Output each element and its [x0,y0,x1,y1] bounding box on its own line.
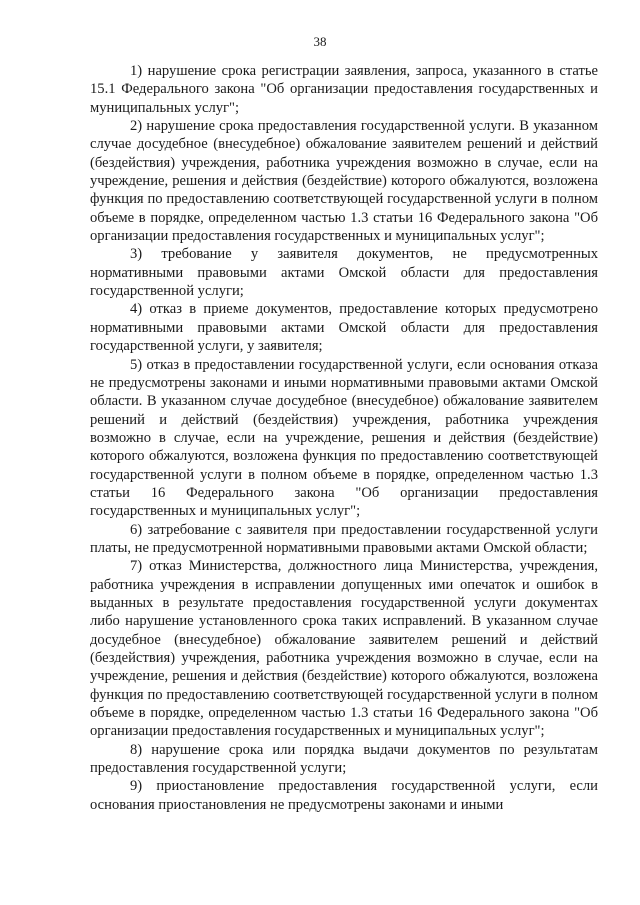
paragraph-item-1: 1) нарушение срока регистрации заявления, запроса, указанного в статье 15.1 Федерального закона "Об организации предоставления государственных и муниципальных услуг"; [90,63,598,116]
document-body [90,62,598,814]
paragraph-item-9: 9) приостановление предоставления государственной услуги, если основания приостановления не предусмотрены законами и иными [90,778,598,813]
paragraph-item-6: 6) затребование с заявителя при предоставлении государственной услуги платы, не предусмотренной нормативными правовыми актами Омской области; [90,521,598,556]
paragraph-item-5: 5) отказ в предоставлении государственной услуги, если основания отказа не предусмотрены законами и иными нормативными правовыми актами Омской области. В указанном случае досудебное (внесудебное) обжалование заявителем решений и действий (бездействия) учреждения, работника учреждения возможно в случае, если на учреждение, решения и действия (бездействие) которого обжалуются, возложена функция по предоставлению соответствующей государственной услуги в полном объеме в порядке, определенном частью 1.3 статьи 16 Федерального закона "Об организации предоставления государственных и муниципальных услуг"; [90,356,598,520]
paragraph-item-7: 7) отказ Министерства, должностного лица Министерства, учреждения, работника учреждения в исправлении допущенных ими опечаток и ошибок в выданных в результате предоставления государственной услуги документах либо нарушение установленного срока таких исправлений. В указанном случае досудебное (внесудебное) обжалование заявителем решений и действий (бездействия) учреждения, работника учреждения возможно в случае, если на учреждение, решения и действия (бездействие) которого обжалуются, возложена функция по предоставлению соответствующей государственной услуги в полном объеме в порядке, определенном частью 1.3 статьи 16 Федерального закона "Об организации предоставления государственных и муниципальных услуг"; [90,558,598,740]
paragraph-item-3: 3) требование у заявителя документов, не предусмотренных нормативными правовыми актами Омской области для предоставления государственной услуги; [90,246,598,300]
paragraph-item-8: 8) нарушение срока или порядка выдачи документов по результатам предоставления государственной услуги; [90,741,598,777]
paragraph-item-2: 2) нарушение срока предоставления государственной услуги. В указанном случае досудебное (внесудебное) обжалование заявителем решений и действий (бездействия) учреждения, работника учреждения возможно в случае, если на учреждение, решения и действия (бездействие) которого обжалуются, возложена функция по предоставлению соответствующей государственной услуги в полном объеме в порядке, определенном частью 1.3 статьи 16 Федерального закона "Об организации предоставления государственных и муниципальных услуг"; [90,118,598,245]
page-number: 38 [313,34,327,49]
paragraph-item-4: 4) отказ в приеме документов, предоставление которых предусмотрено нормативными правовыми актами Омской области для предоставления государственной услуги, у заявителя; [90,301,598,355]
